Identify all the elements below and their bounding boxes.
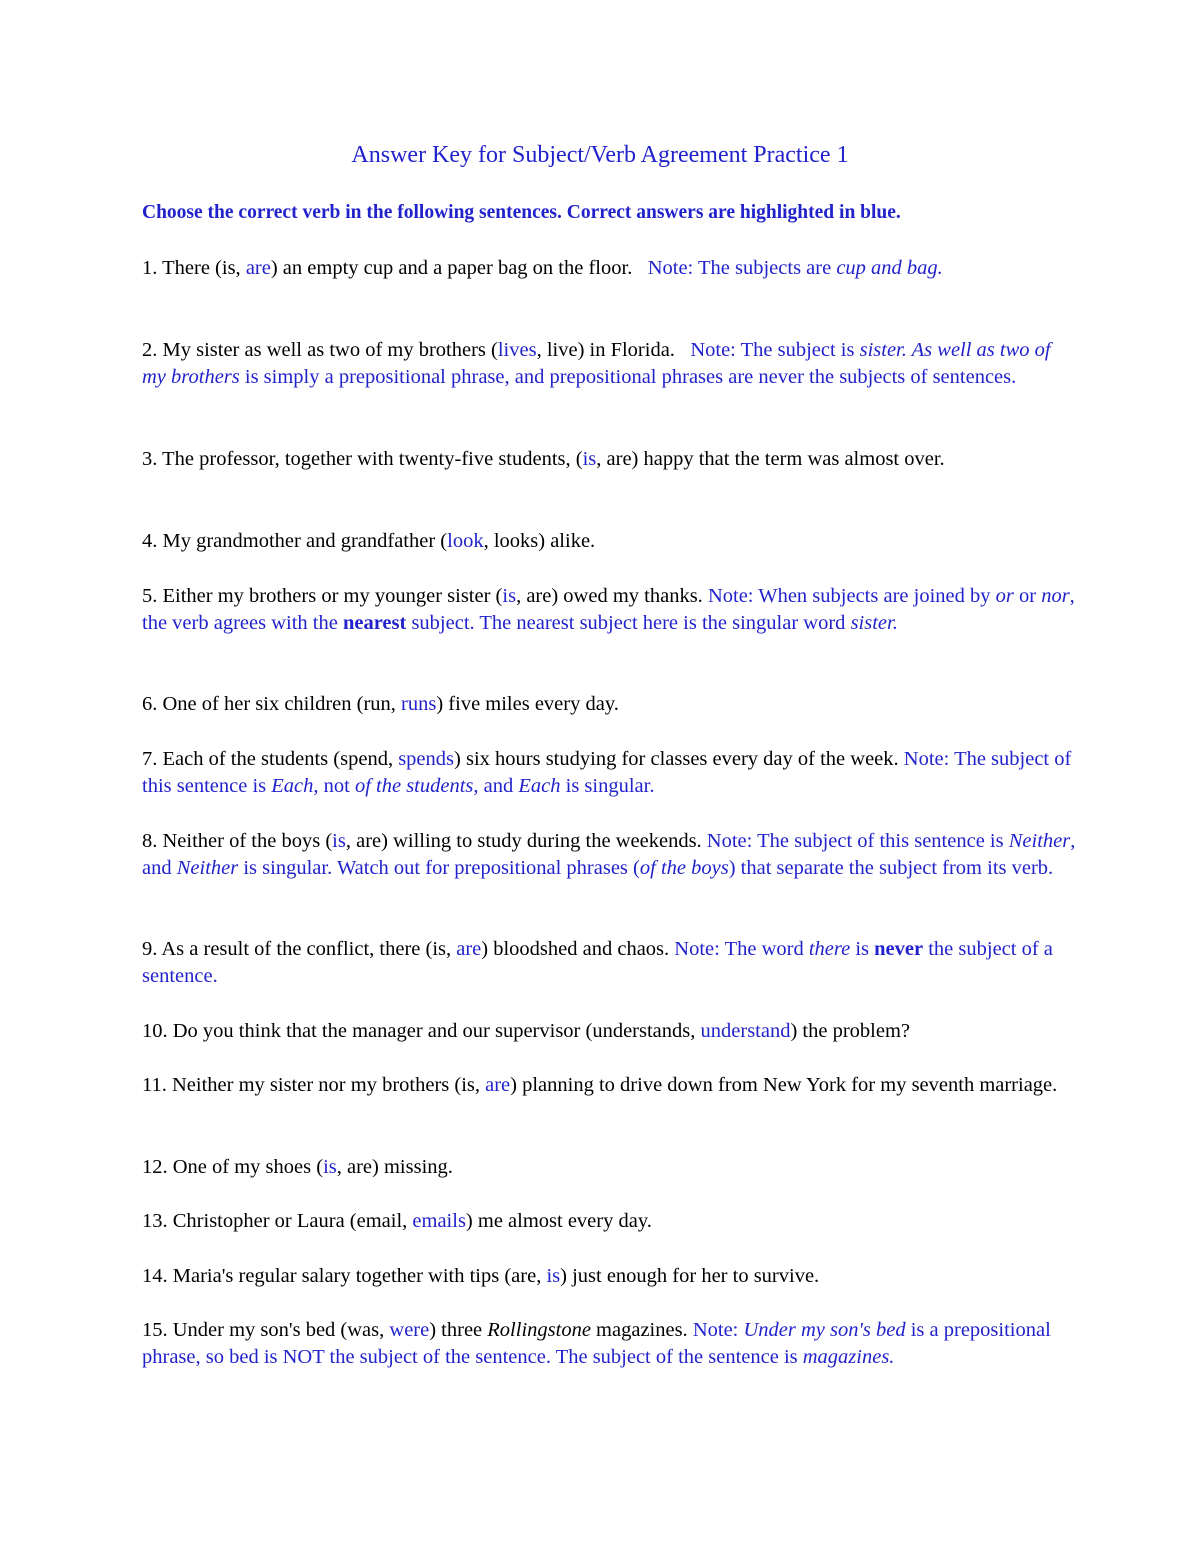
note: Note: When subjects are joined by or or nor, the verb agrees with the nearest subject. The nearest subject here is the singular word sister. — [142, 585, 1075, 635]
page-title: Answer Key for Subject/Verb Agreement Practice 1 — [351, 142, 849, 168]
answer: understand — [700, 1020, 791, 1042]
answer: are — [456, 938, 482, 960]
answer: is — [546, 1265, 561, 1287]
question-6: 6. One of her six children (run, runs) five miles every day. — [142, 693, 619, 715]
question-7: 7. Each of the students (spend, spends) six hours studying for classes every day of the week. Note: The subject of this sentence is Each, not of the students, and Each is singular. — [142, 748, 1072, 798]
answer: is — [332, 830, 346, 852]
answer: were — [389, 1319, 430, 1341]
answer: are — [245, 257, 271, 279]
note: Note: The subject of this sentence is Each, not of the students, and Each is singular. — [142, 748, 1072, 798]
answer: lives — [497, 339, 537, 361]
question-11: 11. Neither my sister nor my brothers (is, are) planning to drive down from New York for my seventh marriage. — [142, 1074, 1058, 1096]
question-4: 4. My grandmother and grandfather (look, looks) alike. — [142, 530, 596, 552]
note: Note: The subject of this sentence is Neither, and Neither is singular. Watch out for prepositional phrases (of the boys) that separate the subject from its verb. — [142, 830, 1076, 880]
question-14: 14. Maria's regular salary together with tips (are, is) just enough for her to survive. — [142, 1265, 820, 1287]
question-13: 13. Christopher or Laura (email, emails) me almost every day. — [142, 1210, 652, 1232]
answer: spends — [398, 748, 455, 770]
question-2: 2. My sister as well as two of my brothers (lives, live) in Florida. Note: The subject is sister. As well as two of my brothers is simply a prepositional phrase, and prepositional phrases are never the subjects of sentences. — [142, 339, 1051, 389]
answer: emails — [412, 1210, 466, 1232]
answer: are — [485, 1074, 511, 1096]
question-9: 9. As a result of the conflict, there (is, are) bloodshed and chaos. Note: The word there is never the subject of a sentence. — [142, 938, 1053, 988]
question-5: 5. Either my brothers or my younger sister (is, are) owed my thanks. Note: When subjects are joined by or or nor, the verb agrees with the nearest subject. The nearest subject here is the singular word sister. — [142, 585, 1075, 635]
question-1: 1. There (is, are) an empty cup and a paper bag on the floor. Note: The subjects are cup and bag. — [142, 257, 943, 279]
answer: is — [323, 1156, 337, 1178]
question-12: 12. One of my shoes (is, are) missing. — [142, 1156, 453, 1178]
note: Note: The word there is never the subject of a sentence. — [142, 938, 1053, 988]
question-3: 3. The professor, together with twenty-five students, (is, are) happy that the term was almost over. — [142, 448, 945, 470]
note: Note: Under my son's bed is a prepositional phrase, so bed is NOT the subject of the sentence. The subject of the sentence is magazines. — [142, 1319, 1051, 1369]
question-8: 8. Neither of the boys (is, are) willing to study during the weekends. Note: The subject of this sentence is Neither, and Neither is singular. Watch out for prepositional phrases (of the boys) that separate the subject from its verb. — [142, 830, 1076, 880]
answer: runs — [401, 693, 437, 715]
answer: is — [502, 585, 517, 607]
note: Note: The subject is — [690, 339, 860, 361]
answer: is — [582, 448, 597, 470]
question-15: 15. Under my son's bed (was, were) three Rollingstone magazines. Note: Under my son's bed is a prepositional phrase, so bed is NOT the subject of the sentence. The subject of the sentence is magazines. — [142, 1319, 1051, 1369]
instructions: Choose the correct verb in the following sentences. Correct answers are highlighted in blue. — [142, 202, 901, 223]
answer: look — [447, 530, 484, 552]
note: Note: The subjects are — [647, 257, 837, 279]
question-10: 10. Do you think that the manager and our supervisor (understands, understand) the problem? — [142, 1020, 911, 1042]
